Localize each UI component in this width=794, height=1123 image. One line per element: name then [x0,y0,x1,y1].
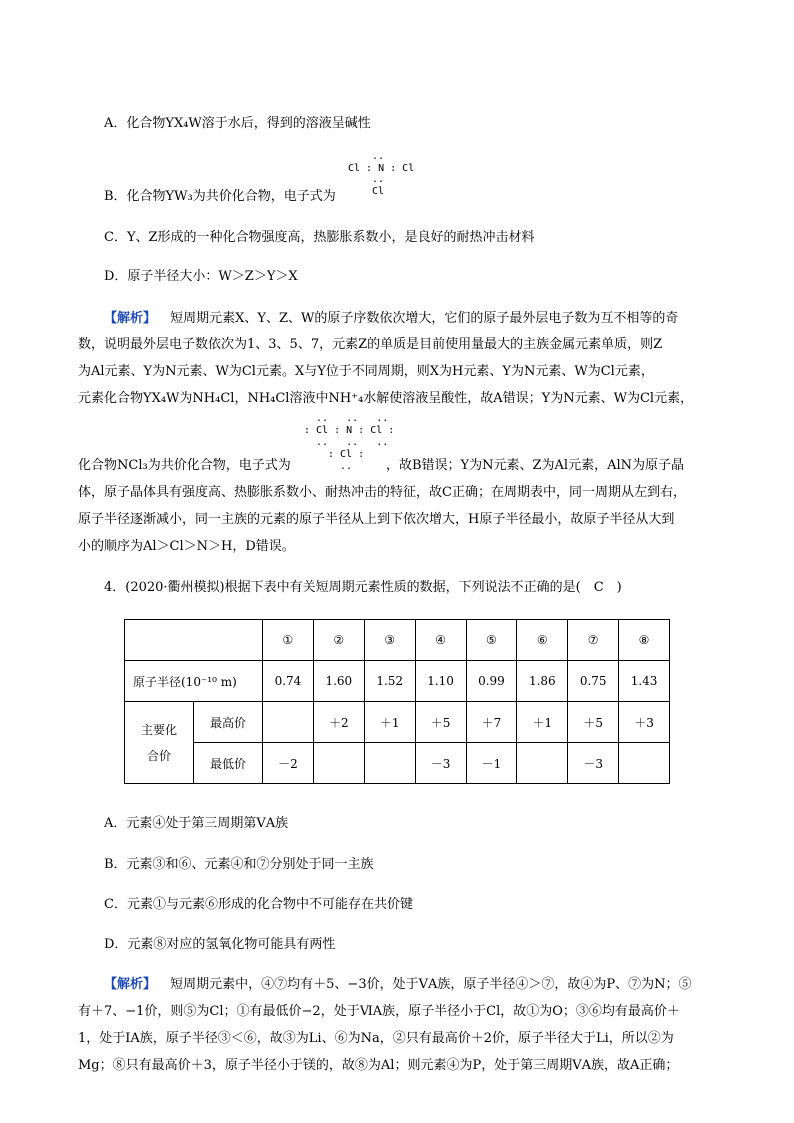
q4-analysis-text-1: 短周期元素中，④⑦均有＋5、−3价，处于ⅤA族，原子半径④＞⑦，故④为P、⑦为N；⑤ [170,977,692,992]
table-header-row [125,620,670,661]
q3-analysis-line-5 [78,457,718,475]
q3-analysis-text-5b: ，故B错误；Y为N元素、Z为Al元素，AlN为原子晶 [386,458,685,473]
q3-analysis-electron-formula: : Cl : N : Cl : [304,425,395,436]
header-cell: ⑥ [517,620,568,661]
max-cell: ＋5 [415,702,466,743]
q4-analysis-line-1 [78,976,718,994]
element-data-table [124,619,670,784]
q4-option-d: D．元素⑧对应的氢氧化物可能具有两性 [104,937,336,952]
q4-stem: 4．(2020·衢州模拟)根据下表中有关短周期元素性质的数据，下列说法不正确的是( C ) [104,580,622,595]
table-corner-cell [125,620,263,661]
table-row-radius [125,661,670,702]
max-cell: ＋1 [364,702,415,743]
header-cell: ④ [415,620,466,661]
max-cell: ＋7 [466,702,517,743]
q3-analysis-line-2: 数，说明最外层电子数依次为1、3、5、7，元素Z的单质是目前使用量最大的主族金属元素单质，则Z [78,337,663,352]
radius-cell: 0.75 [568,661,619,702]
valence-label [125,702,194,784]
header-cell: ⑤ [466,620,517,661]
q3-analysis-electron-formula-cl: : Cl : [328,449,365,460]
max-cell: ＋1 [517,702,568,743]
radius-cell: 0.74 [263,661,314,702]
q3-option-b-electron-formula: Cl : N : Cl [348,163,415,174]
valence-label-1: 主要化 [140,722,177,737]
q3-analysis-line-4: 元素化合物YX₄W为NH₄Cl，NH₄Cl溶液中NH⁺₄水解使溶液呈酸性，故A错误；Y为N元素、W为Cl元素， [78,391,694,406]
radius-cell: 1.43 [619,661,670,702]
q3-analysis-text-5a: 化合物NCl₃为共价化合物，电子式为 [78,458,291,473]
q4-option-c: C．元素①与元素⑥形成的化合物中不可能存在共价键 [104,897,413,912]
radius-cell: 1.10 [415,661,466,702]
header-cell: ⑧ [619,620,670,661]
header-cell: ③ [364,620,415,661]
table-row-max-valence [125,702,670,743]
q4-analysis-line-4: Mg；⑧只有最高价＋3，原子半径小于镁的，故⑧为Al；则元素④为P，处于第三周期ⅤA族，故A正确； [78,1058,679,1073]
header-cell: ⑦ [568,620,619,661]
max-cell [263,702,314,743]
min-cell [517,743,568,784]
q4-option-a: A．元素④处于第三周期第ⅤA族 [104,816,289,831]
q3-analysis-line-1 [78,310,718,328]
max-label: 最高价 [194,702,263,743]
q3-analysis-electron-formula-dots: .. .. .. [310,437,389,448]
radius-cell: 1.60 [313,661,364,702]
q3-analysis-electron-formula-bot: .. [340,461,353,472]
q3-option-b-electron-formula-dots: .. [372,174,385,185]
table-row-min-valence [125,743,670,784]
min-cell: －3 [415,743,466,784]
header-cell: ② [313,620,364,661]
max-cell: ＋2 [313,702,364,743]
q3-option-c: C．Y、Z形成的一种化合物强度高，热膨胀系数小，是良好的耐热冲击材料 [104,230,535,245]
min-cell [364,743,415,784]
q4-analysis-line-3: 1，处于ⅠA族，原子半径③＜⑥，故③为Li、⑥为Na，②只有最高价＋2价，原子半径大于Li，所以②为 [78,1031,674,1046]
min-cell: －1 [466,743,517,784]
radius-label: 原子半径(10⁻¹⁰ m) [125,661,263,702]
q3-analysis-line-8: 小的顺序为Al＞Cl＞N＞H，D错误。 [78,539,295,554]
q3-option-b: B．化合物YW₃为共价化合物，电子式为 [104,189,336,204]
valence-label-2: 合价 [146,748,171,763]
min-cell [619,743,670,784]
q3-analysis-electron-formula-top: .. .. .. [310,413,389,424]
min-cell: －2 [263,743,314,784]
q4-analysis-line-2: 有＋7、−1价，则⑤为Cl；①有最低价−2，处于ⅥA族，原子半径小于Cl，故①为O；③⑥均有最高价＋ [78,1004,680,1019]
radius-cell: 1.52 [364,661,415,702]
min-cell: －3 [568,743,619,784]
q4-option-b: B．元素③和⑥、元素④和⑦分别处于同一主族 [104,857,374,872]
q3-option-d: D．原子半径大小：W＞Z＞Y＞X [104,269,298,284]
header-cell: ① [263,620,314,661]
q3-analysis-line-6: 体，原子晶体具有强度高、热膨胀系数小、耐热冲击的特征，故C正确；在周期表中，同一周期从左到右， [78,485,686,500]
q3-analysis-line-7: 原子半径逐渐减小，同一主族的元素的原子半径从上到下依次增大，H原子半径最小，故原子半径从大到 [78,512,675,527]
q3-option-b-electron-formula-top: .. [372,151,385,162]
q3-option-a: A．化合物YX₄W溶于水后，得到的溶液呈碱性 [104,116,371,131]
q3-analysis-text-1: 短周期元素X、Y、Z、W的原子序数依次增大，它们的原子最外层电子数为互不相等的奇 [170,311,679,326]
radius-cell: 1.86 [517,661,568,702]
max-cell: ＋5 [568,702,619,743]
radius-cell: 0.99 [466,661,517,702]
q3-option-b-electron-formula-cl: Cl [372,186,385,197]
analysis-tag: 【解析】 [104,311,157,326]
q3-analysis-line-3: 为Al元素、Y为N元素、W为Cl元素。X与Y位于不同周期，则X为H元素、Y为N元素、W为Cl元素， [78,364,654,379]
max-cell: ＋3 [619,702,670,743]
min-cell [313,743,364,784]
analysis-tag: 【解析】 [104,977,157,992]
min-label: 最低价 [194,743,263,784]
